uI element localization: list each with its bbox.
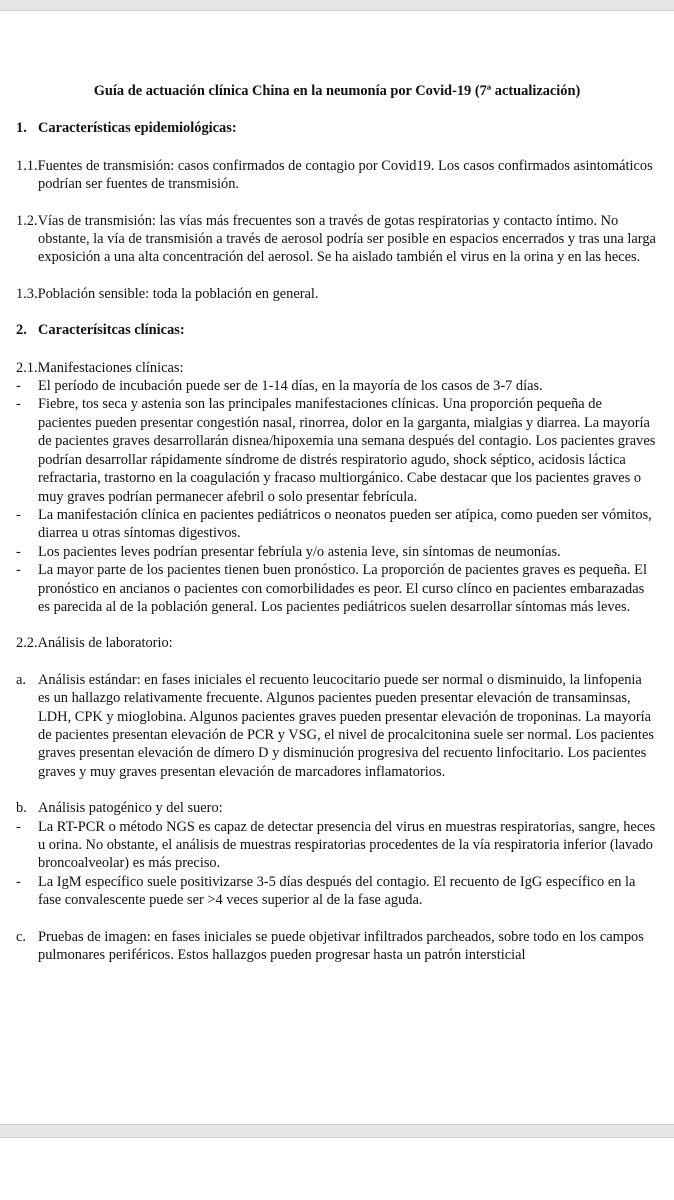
bullet-text: El período de incubación puede ser de 1-14 días, en la mayoría de los casos de 3-7 días. xyxy=(38,378,543,395)
bullet-text: La IgM específico suele positivizarse 3-5 días después del contagio. El recuento de IgG específico en la fase convalescente puede ser >4 veces superior al de la fase aguda. xyxy=(38,873,636,909)
list-item xyxy=(16,377,656,395)
item-text: Pruebas de imagen: en fases iniciales se puede objetivar infiltrados parcheados, sobre todo en los campos pulmonares periféricos. Estos hallazgos pueden progresar hasta un patrón intersticial xyxy=(38,928,644,964)
list-item xyxy=(16,395,656,505)
list-item-b xyxy=(16,799,656,817)
bullet-text: La manifestación clínica en pacientes pediátricos o neonatos pueden ser atípica, como pueden ser vómitos, diarrea u otras síntomas digestivos. xyxy=(38,506,652,542)
bullet-dash: - xyxy=(16,396,21,413)
item-text: Análisis patogénico y del suero: xyxy=(38,800,223,817)
bullet-dash: - xyxy=(16,818,21,835)
list-item xyxy=(16,873,656,910)
bullet-dash: - xyxy=(16,873,21,890)
document-title: Guía de actuación clínica China en la neumonía por Covid-19 (7ª actualización) xyxy=(93,83,581,99)
bullet-text: Fiebre, tos seca y astenia son las principales manifestaciones clínicas. Una proporción pequeña de pacientes pueden presentar congestión nasal, rinorrea, dolor en la garganta, mialgias y diarrea. La mayoría de pacientes graves desarrollarán disnea/hipoxemia una semana después del contagio. Los pacientes graves podrían desarrollar rápidamente síndrome de distrés respiratorio agudo, shock séptico, acidosis láctica refractaria, trastorno en la coagulación y fracaso multiorgánico. Cabe destacar que los pacientes graves o muy graves podrían permanecer afebril o solo presentar febrícula. xyxy=(38,396,656,505)
paragraph-1-1: 1.1.Fuentes de transmisión: casos confirmados de contagio por Covid19. Los casos confirmados asintomáticos podrían ser fuentes de transmisión. xyxy=(16,157,653,193)
list-item-a xyxy=(16,671,656,781)
bullet-dash: - xyxy=(16,543,21,560)
section-2-heading xyxy=(16,321,656,339)
bullet-dash: - xyxy=(16,562,21,579)
subsection-2-2-title: 2.2.Análisis de laboratorio: xyxy=(16,635,173,652)
item-letter: c. xyxy=(16,928,26,945)
list-item xyxy=(16,506,656,543)
bullet-text: Los pacientes leves podrían presentar febríula y/o astenia leve, sin síntomas de neumonías. xyxy=(38,543,561,560)
item-text: Análisis estándar: en fases iniciales el recuento leucocitario puede ser normal o disminuido, la linfopenia es un hallazgo relativamente frecuente. Algunos pacientes pueden presentar elevación de transaminsas, LDH, CPK y mioglobina. Algunos pacientes graves pueden presentar elevación de troponinas. La mayoría de pacientes presentan elevación de PCR y VSG, el nivel de procalcitonina suele ser normal. Los pacientes graves presentan elevación de dímero D y disminución progresiva del recuento linfocitario. Los pacientes graves y muy graves presentan elevación de marcadores inflamatorios. xyxy=(38,671,654,780)
top-edge-bar xyxy=(0,0,674,11)
paragraph-1-2: 1.2.Vías de transmisión: las vías más frecuentes son a través de gotas respiratorias y contacto íntimo. No obstante, la vía de transmisión a través de aerosol podría ser posible en espacios encerrados y tras una larga exposición a una alta concentración del aerosol. Se ha aislado también el virus en la orina y en las heces. xyxy=(16,212,656,266)
bullet-text: La mayor parte de los pacientes tienen buen pronóstico. La proporción de pacientes graves es pequeña. El pronóstico en ancianos o pacientes con comorbilidades es peor. El curso clínco en pacientes embarazadas es parecida al de la población general. Los pacientes pediátricos suelen desarrollar síntomas más leves. xyxy=(38,562,647,615)
document-page xyxy=(16,82,656,964)
section-2-number: 2. xyxy=(16,322,27,339)
section-1-title: Características epidemiológicas: xyxy=(38,120,237,137)
list-item xyxy=(16,818,656,873)
section-1-heading xyxy=(16,119,656,137)
bullet-text: La RT-PCR o método NGS es capaz de detectar presencia del virus en muestras respiratorias, sangre, heces u orina. No obstante, el análisis de muestras respiratorias procedentes de la vía respiratoria inferior (lavado broncoalveolar) es más preciso. xyxy=(38,818,656,872)
paragraph-1-3: 1.3.Población sensible: toda la población en general. xyxy=(16,285,319,302)
list-item xyxy=(16,561,656,616)
list-item xyxy=(16,543,656,561)
list-item-c xyxy=(16,928,656,965)
subsection-2-1-title: 2.1.Manifestaciones clínicas: xyxy=(16,359,184,376)
bullet-dash: - xyxy=(16,378,21,395)
bottom-edge-bar xyxy=(0,1124,674,1138)
item-letter: a. xyxy=(16,671,26,688)
section-1-number: 1. xyxy=(16,120,27,137)
item-letter: b. xyxy=(16,800,27,817)
section-2-title: Caracterísitcas clínicas: xyxy=(38,322,185,339)
bullet-dash: - xyxy=(16,506,21,523)
